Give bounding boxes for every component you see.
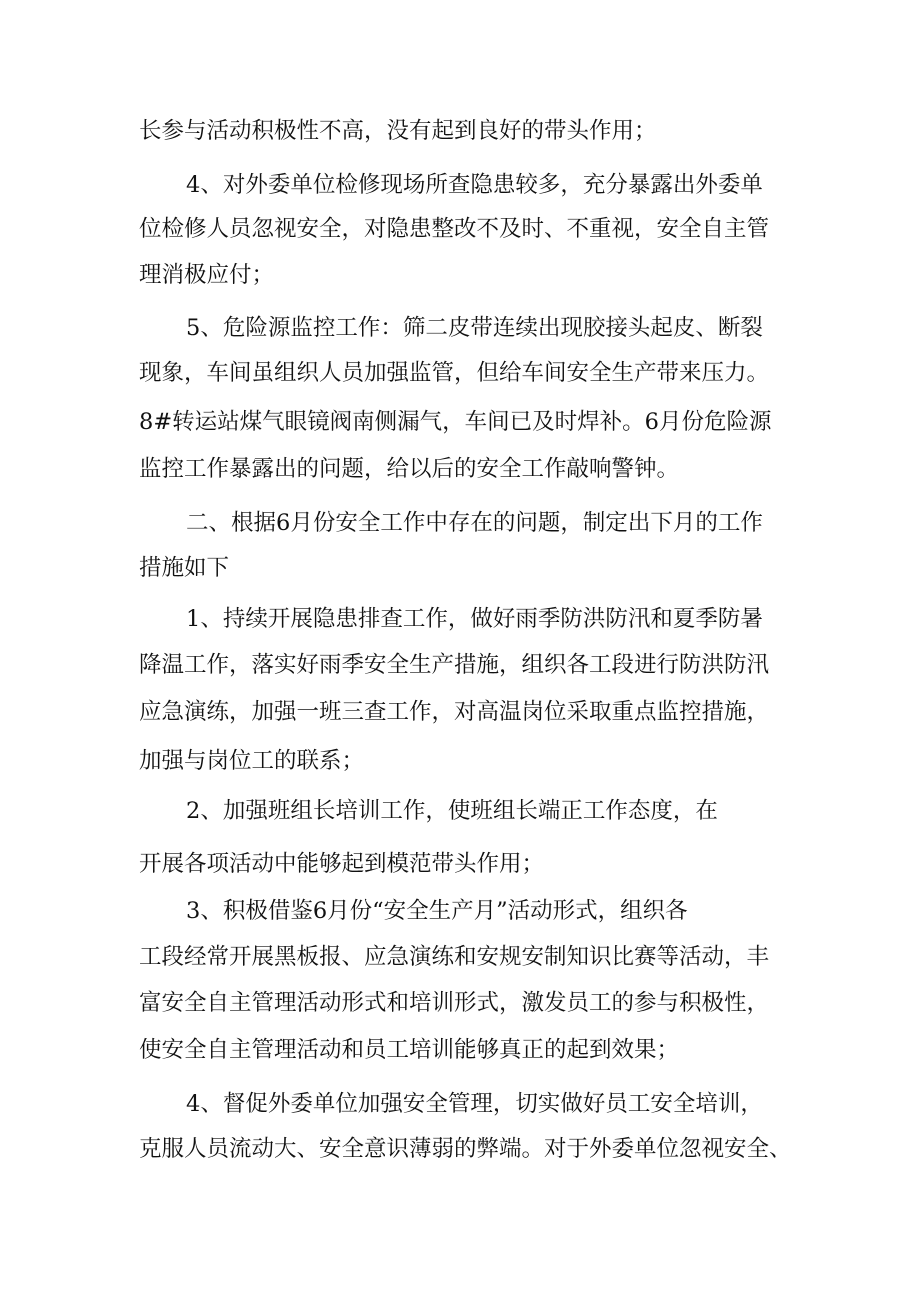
text-line: 2、加强班组长培训工作，使班组长端正工作态度，在 xyxy=(186,798,718,824)
text-line: 工段经常开展黑板报、应急演练和安规安制知识比赛等活动，丰 xyxy=(139,944,770,970)
text-line: 开展各项活动中能够起到模范带头作用； xyxy=(139,851,545,877)
text-line: 位检修人员忽视安全，对隐患整改不及时、不重视，安全自主管 xyxy=(139,216,770,242)
text-line: 1、持续开展隐患排查工作，做好雨季防洪防汛和夏季防暑 xyxy=(186,606,763,632)
text-line: 克服人员流动大、安全意识薄弱的弊端。对于外委单位忽视安全、 xyxy=(139,1136,792,1162)
text-line: 降温工作，落实好雨季安全生产措施，组织各工段进行防洪防汛 xyxy=(139,652,770,678)
text-line: 使安全自主管理活动和员工培训能够真正的起到效果； xyxy=(139,1037,680,1063)
text-line: 3、积极借鉴6月份“安全生产月”活动形式，组织各 xyxy=(186,898,688,924)
text-line: 长参与活动积极性不高，没有起到良好的带头作用； xyxy=(139,118,657,144)
section-heading: 措施如下 xyxy=(139,555,230,581)
text-line: 4、对外委单位检修现场所查隐患较多，充分暴露出外委单 xyxy=(186,172,763,198)
text-line: 加强与岗位工的联系； xyxy=(139,748,365,774)
text-line: 现象，车间虽组织人员加强监管，但给车间安全生产带来压力。 xyxy=(139,360,770,386)
text-line: 监控工作暴露出的问题，给以后的安全工作敲响警钟。 xyxy=(139,456,680,482)
text-line: 富安全自主管理活动形式和培训形式，激发员工的参与积极性， xyxy=(139,990,770,1016)
text-line: 4、督促外委单位加强安全管理，切实做好员工安全培训， xyxy=(186,1091,763,1117)
text-line: 8#转运站煤气眼镜阀南侧漏气，车间已及时焊补。6月份危险源 xyxy=(139,409,772,435)
section-heading: 二、根据6月份安全工作中存在的问题，制定出下月的工作 xyxy=(186,510,763,536)
text-line: 理消极应付； xyxy=(139,262,275,288)
text-line: 应急演练，加强一班三查工作，对高温岗位采取重点监控措施， xyxy=(139,699,770,725)
text-line: 5、危险源监控工作：筛二皮带连续出现胶接头起皮、断裂 xyxy=(186,315,763,341)
